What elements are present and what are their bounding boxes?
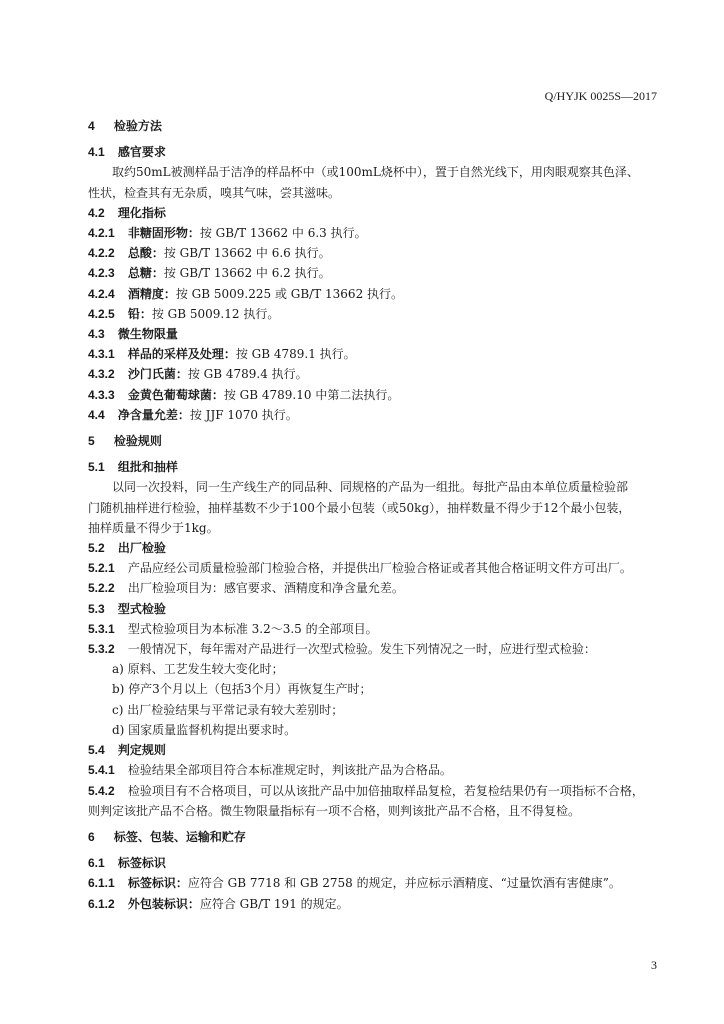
clause-number: 4.2.2	[88, 246, 115, 261]
clause-text: 产品应经公司质量检验部门检验合格，并提供出厂检验合格证或者其他合格证明文件方可出厂。	[127, 561, 632, 576]
clause-text: 按 JJF 1070 执行。	[189, 407, 298, 422]
section-number: 5.4	[88, 743, 105, 758]
clause-number: 6.1.2	[88, 896, 115, 911]
clause-5-3-1	[88, 619, 658, 639]
clause-6-1-1	[88, 873, 658, 893]
section-5-3-heading	[88, 599, 658, 619]
clause-4-3-1	[88, 344, 658, 364]
clause-title: 沙门氏菌：	[127, 367, 188, 382]
clause-text: 应符合 GB/T 191 的规定。	[199, 896, 349, 911]
page-number: 3	[651, 958, 657, 972]
clause-number: 4.3.2	[88, 367, 115, 382]
section-title: 感官要求	[117, 145, 166, 160]
section-title: 判定规则	[117, 743, 166, 758]
section-number: 5.3	[88, 601, 105, 616]
section-title: 检验方法	[113, 119, 162, 133]
clause-number: 4.3.3	[88, 387, 115, 402]
paragraph-line: 以同一次投料，同一生产线生产的同品种、同规格的产品为一组批。每批产品由本单位质量检验部	[112, 480, 629, 495]
clause-text: 应符合 GB 7718 和 GB 2758 的规定，并应标示酒精度、“过量饮酒有害健康”。	[187, 876, 621, 891]
clause-4-3-3	[88, 385, 658, 405]
clause-number: 5.4.2	[88, 783, 115, 798]
clause-text: 按 GB/T 13662 中 6.2 执行。	[163, 266, 331, 281]
section-title: 微生物限量	[117, 327, 178, 342]
clause-5-4-2	[88, 781, 658, 801]
clause-text: 检验项目有不合格项目，可以从该批产品中加倍抽取样品复检，若复检结果仍有一项指标不合格，	[127, 783, 644, 798]
clause-number: 4.3.1	[88, 347, 115, 362]
clause-text: 按 GB/T 13662 中 6.3 执行。	[199, 226, 367, 241]
list-item: d) 国家质量监督机构提出要求时。	[112, 722, 297, 737]
paragraph-line: 取约50mL被测样品于洁净的样品杯中（或100mL烧杯中），置于自然光线下，用肉眼观察其色泽、	[112, 165, 639, 180]
clause-4-2-5	[88, 304, 658, 324]
document-body	[88, 110, 658, 914]
section-title: 型式检验	[117, 601, 166, 616]
clause-text: 按 GB 4789.10 中第二法执行。	[223, 387, 400, 402]
paragraph-line: 性状，检查其有无杂质，嗅其气味，尝其滋味。	[88, 185, 341, 200]
clause-text: 型式检验项目为本标准 3.2～3.5 的全部项目。	[127, 621, 378, 636]
clause-text: 按 GB 4789.4 执行。	[187, 367, 308, 382]
clause-4-2-3	[88, 263, 658, 283]
section-title: 理化指标	[117, 205, 166, 220]
section-4-2-heading	[88, 203, 658, 223]
clause-number: 5.3.2	[88, 642, 115, 657]
section-title: 检验规则	[113, 434, 162, 449]
clause-text: 出厂检验项目为：感官要求、酒精度和净含量允差。	[127, 581, 404, 596]
section-title: 出厂检验	[117, 541, 166, 556]
section-title: 净含量允差：	[117, 407, 190, 422]
clause-title: 外包装标识：	[127, 896, 200, 911]
clause-6-1-2	[88, 894, 658, 914]
clause-5-2-2	[88, 578, 658, 598]
clause-number: 5.4.1	[88, 763, 115, 778]
paragraph-line: 门随机抽样进行检验，抽样基数不少于100个最小包装（或50kg），抽样数量不得少于12个最小包装，	[88, 500, 631, 515]
clause-5-2-1	[88, 558, 658, 578]
clause-number: 5.2.1	[88, 561, 115, 576]
section-6-1-heading	[88, 853, 658, 873]
section-6-heading	[88, 827, 658, 847]
clause-number: 5.3.1	[88, 621, 115, 636]
clause-number: 4.2.3	[88, 266, 115, 281]
clause-text: 检验结果全部项目符合本标准规定时，判该批产品为合格品。	[127, 763, 452, 778]
clause-title: 铅：	[127, 306, 152, 321]
section-number: 4.4	[88, 407, 105, 422]
section-number: 6.1	[88, 856, 105, 871]
section-4-1-heading	[88, 142, 658, 162]
clause-title: 总糖：	[127, 266, 164, 281]
clause-5-4-1	[88, 760, 658, 780]
clause-number: 4.2.1	[88, 226, 115, 241]
section-5-1-heading	[88, 457, 658, 477]
section-5-heading	[88, 431, 658, 451]
clause-number: 5.2.2	[88, 581, 115, 596]
clause-number: 6.1.1	[88, 876, 115, 891]
clause-title: 非糖固形物：	[127, 226, 200, 241]
section-number: 4.3	[88, 327, 105, 342]
list-item: b) 停产3个月以上（包括3个月）再恢复生产时；	[112, 682, 372, 697]
section-title: 组批和抽样	[117, 460, 178, 475]
clause-4-2-1	[88, 223, 658, 243]
section-5-4-heading	[88, 740, 658, 760]
section-number: 5.2	[88, 541, 105, 556]
section-number: 6	[88, 829, 95, 844]
section-4-heading	[88, 116, 658, 136]
clause-title: 总酸：	[127, 246, 164, 261]
clause-text: 一般情况下，每年需对产品进行一次型式检验。发生下列情况之一时，应进行型式检验：	[127, 642, 596, 657]
section-number: 4.1	[88, 145, 105, 160]
section-5-2-heading	[88, 538, 658, 558]
clause-4-2-2	[88, 243, 658, 263]
clause-4-2-4	[88, 284, 658, 304]
section-4-3-heading	[88, 324, 658, 344]
clause-title: 标签标识：	[127, 876, 188, 891]
clause-text: 按 GB 5009.225 或 GB/T 13662 执行。	[175, 286, 404, 301]
section-number: 4.2	[88, 205, 105, 220]
clause-title: 样品的采样及处理：	[127, 347, 236, 362]
section-number: 5.1	[88, 460, 105, 475]
doc-code-header: Q/HYJK 0025S—2017	[544, 89, 657, 103]
clause-text: 按 GB 4789.1 执行。	[235, 347, 356, 362]
list-item: a) 原料、工艺发生较大变化时；	[112, 662, 284, 677]
section-4-4	[88, 405, 658, 425]
section-title: 标签、包装、运输和贮存	[113, 829, 246, 844]
section-number: 5	[88, 434, 95, 449]
clause-text: 按 GB 5009.12 执行。	[151, 306, 280, 321]
clause-title: 金黄色葡萄球菌：	[127, 387, 224, 402]
clause-title: 酒精度：	[127, 286, 176, 301]
paragraph-line: 则判定该批产品不合格。微生物限量指标有一项不合格，则判该批产品不合格，且不得复检。	[88, 803, 581, 818]
clause-5-3-2	[88, 639, 658, 659]
clause-text: 按 GB/T 13662 中 6.6 执行。	[163, 246, 331, 261]
paragraph-line: 抽样质量不得少于1kg。	[88, 520, 219, 535]
clause-number: 4.2.5	[88, 306, 115, 321]
section-number: 4	[88, 119, 95, 133]
clause-4-3-2	[88, 364, 658, 384]
list-item: c) 出厂检验结果与平常记录有较大差别时；	[112, 702, 344, 717]
section-title: 标签标识	[117, 856, 166, 871]
clause-number: 4.2.4	[88, 286, 115, 301]
